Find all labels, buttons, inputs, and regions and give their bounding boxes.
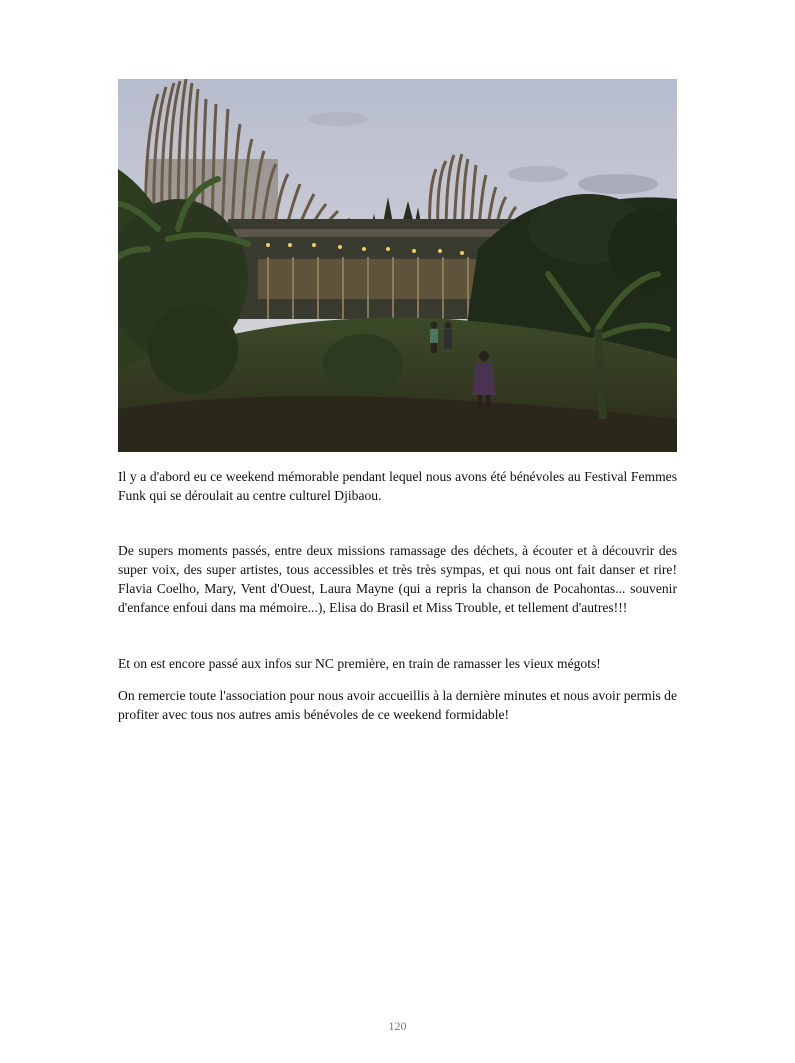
paragraph-highlights: De supers moments passés, entre deux missions ramassage des déchets, à écouter et à découvrir des super voix, des super artistes, tous accessibles et très très sympas, et qui nous ont fait danser et rire! Flavia Coelho, Mary, Vent d'Ouest, Laura Mayne (qui a repris la chanson de Pocahontas... souvenir d'enfance enfoui dans ma mémoire...), Elisa do Brasil et Miss Trouble, et tellement d'autres!!! [118,543,677,615]
paragraph-festival-intro: Il y a d'abord eu ce weekend mémorable pendant lequel nous avons été bénévoles au Festival Femmes Funk qui se déroulait au centre culturel Djibaou. [118,469,677,503]
paragraph-tv-news: Et on est encore passé aux infos sur NC première, en train de ramasser les vieux mégots! [118,656,601,671]
photo-illustration [118,79,677,452]
page-number: 120 [388,1019,407,1033]
festival-photo [118,79,677,452]
paragraph-thanks: On remercie toute l'association pour nous avoir accueillis à la dernière minutes et nous avoir permis de profiter avec tous nos autres amis bénévoles de ce weekend formidable! [118,688,677,722]
